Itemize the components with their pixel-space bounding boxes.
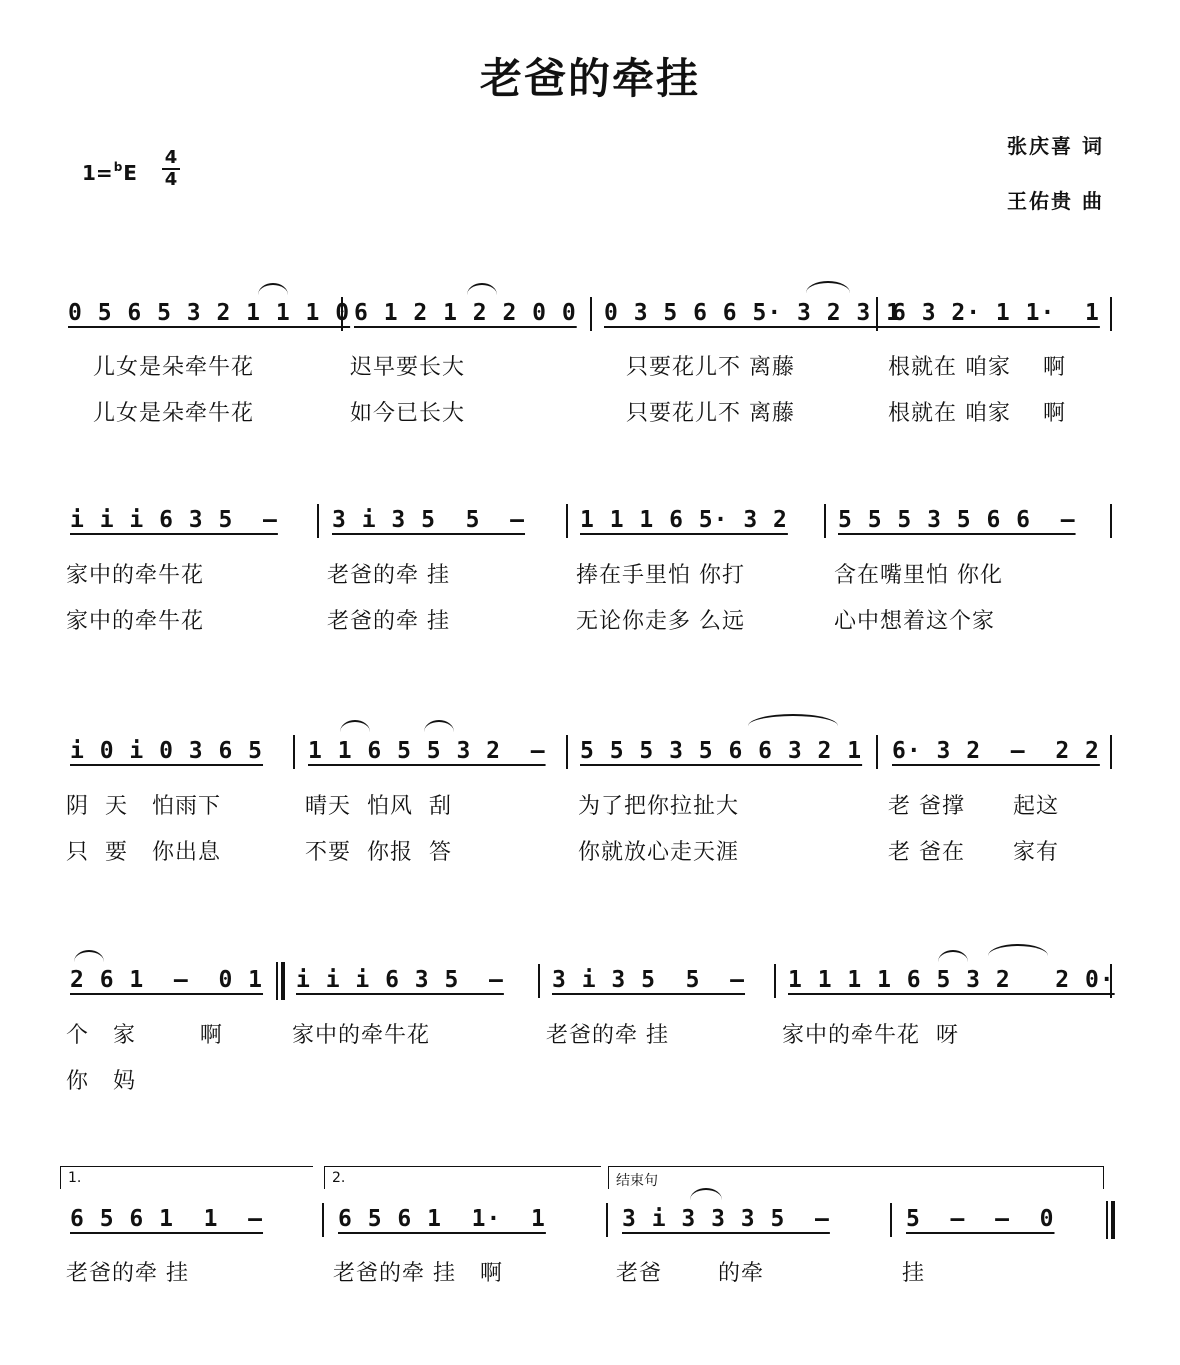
lyric-line: 为了把你拉扯大 xyxy=(578,794,740,819)
tie-arc xyxy=(467,283,497,295)
measure: 6 5 6 1 1 – xyxy=(70,1206,264,1232)
coda-bracket xyxy=(608,1166,1104,1189)
lyric-line: 老爸的牵 挂 啊 xyxy=(333,1261,503,1286)
lyric-line: 儿女是朵牵牛花 xyxy=(93,401,255,426)
composer-credit: 王佑贵 曲 xyxy=(1007,189,1104,213)
lyric-line: 只要花儿不 离藤 xyxy=(626,355,795,380)
tie-arc xyxy=(748,714,838,726)
measure: 5 5 5 3 5 6 6 3 2 1 xyxy=(580,738,863,764)
lyric-line: 老爸的牵 挂 xyxy=(327,563,450,588)
tie-arc xyxy=(340,720,370,732)
second-ending-label: 2. xyxy=(332,1170,346,1186)
lyric-line: 你就放心走天涯 xyxy=(578,840,740,865)
tie-arc xyxy=(938,950,968,962)
lyric-line: 老 爸撑 起这 xyxy=(888,794,1059,819)
lyric-line: 心中想着这个家 xyxy=(834,609,996,634)
lyric-line: 挂 xyxy=(902,1261,926,1286)
measure: i 0 i 0 3 6 5 xyxy=(70,738,264,764)
measure: 0 5 6 5 3 2 1 1 1 0 xyxy=(68,300,351,326)
measure: i i i 6 3 5 – xyxy=(70,507,278,533)
lyric-line: 家中的牵牛花 xyxy=(292,1023,431,1048)
measure: 0 3 5 6 6 5· 3 2 3 1 xyxy=(604,300,901,326)
tie-arc xyxy=(258,283,288,295)
tie-arc xyxy=(806,281,850,293)
meter-top: 4 xyxy=(164,147,178,168)
measure: 3 i 3 3 3 5 – xyxy=(622,1206,830,1232)
measure: 1 1 6 5 5 3 2 – xyxy=(308,738,546,764)
lyric-line: 含在嘴里怕 你化 xyxy=(834,563,1003,588)
lyric-line: 老 爸在 家有 xyxy=(888,840,1059,865)
first-ending-label: 1. xyxy=(68,1170,82,1186)
measure: 3 i 3 5 5 – xyxy=(332,507,526,533)
staff-row-3 xyxy=(66,731,1116,771)
lyric-line: 根就在 咱家 啊 xyxy=(888,355,1066,380)
lyric-line: 捧在手里怕 你打 xyxy=(576,563,745,588)
lyric-line: 老爸的牵 挂 xyxy=(327,609,450,634)
lyric-line: 老爸的牵 挂 xyxy=(546,1023,669,1048)
repeat-start-barline xyxy=(276,962,285,1000)
measure: 5 – – 0 xyxy=(906,1206,1055,1232)
lyric-line: 不要 你报 答 xyxy=(305,840,452,865)
lyric-line: 老爸 的牵 xyxy=(616,1261,764,1286)
final-barline xyxy=(1106,1201,1115,1239)
lyric-line: 无论你走多 么远 xyxy=(576,609,745,634)
song-title: 老爸的牵挂 xyxy=(479,54,700,103)
staff-row-5 xyxy=(66,1199,1116,1239)
lyric-line: 儿女是朵牵牛花 xyxy=(93,355,255,380)
second-ending-bracket xyxy=(324,1166,601,1189)
lyric-line: 根就在 咱家 啊 xyxy=(888,401,1066,426)
measure: 3 i 3 5 5 – xyxy=(552,967,746,993)
measure: 2 6 1 – 0 1 xyxy=(70,967,264,993)
tie-arc xyxy=(690,1188,722,1200)
lyric-line: 晴天 怕风 刮 xyxy=(305,794,452,819)
staff-row-4 xyxy=(66,960,1116,1000)
lyric-line: 只要花儿不 离藤 xyxy=(626,401,795,426)
key-prefix: 1= xyxy=(82,161,113,185)
lyric-line: 家中的牵牛花 呀 xyxy=(782,1023,959,1048)
lyric-line: 家中的牵牛花 xyxy=(66,609,205,634)
measure: 6 3 2· 1 1· 1 xyxy=(892,300,1100,326)
lyric-line: 如今已长大 xyxy=(350,401,466,426)
key-signature xyxy=(82,160,137,185)
lyric-line: 你 妈 xyxy=(66,1069,136,1094)
tie-arc xyxy=(424,720,454,732)
flat-accidental: b xyxy=(113,160,123,174)
lyric-line: 只 要 你出息 xyxy=(66,840,221,865)
lyric-line: 阴 天 怕雨下 xyxy=(66,794,221,819)
time-signature xyxy=(160,148,182,190)
staff-row-1 xyxy=(66,293,1116,333)
tie-arc xyxy=(988,944,1048,956)
staff-row-2 xyxy=(66,500,1116,540)
lyric-line: 个 家 啊 xyxy=(66,1023,223,1048)
meter-bottom: 4 xyxy=(164,169,178,190)
measure: 6· 3 2 – 2 2 xyxy=(892,738,1100,764)
tie-arc xyxy=(74,950,104,962)
lyricist-credit: 张庆喜 词 xyxy=(1007,134,1104,158)
measure: 1 1 1 6 5· 3 2 xyxy=(580,507,788,533)
first-ending-bracket xyxy=(60,1166,313,1189)
key-note: E xyxy=(123,161,137,185)
lyric-line: 迟早要长大 xyxy=(350,355,466,380)
measure: i i i 6 3 5 – xyxy=(296,967,504,993)
lyric-line: 家中的牵牛花 xyxy=(66,563,205,588)
measure: 6 5 6 1 1· 1 xyxy=(338,1206,546,1232)
measure: 5 5 5 3 5 6 6 – xyxy=(838,507,1076,533)
measure: 1 1 1 1 6 5 3 2 2 0· xyxy=(788,967,1115,993)
coda-label: 结束句 xyxy=(616,1173,658,1189)
lyric-line: 老爸的牵 挂 xyxy=(66,1261,189,1286)
measure: 6 1 2 1 2 2 0 0 xyxy=(354,300,577,326)
